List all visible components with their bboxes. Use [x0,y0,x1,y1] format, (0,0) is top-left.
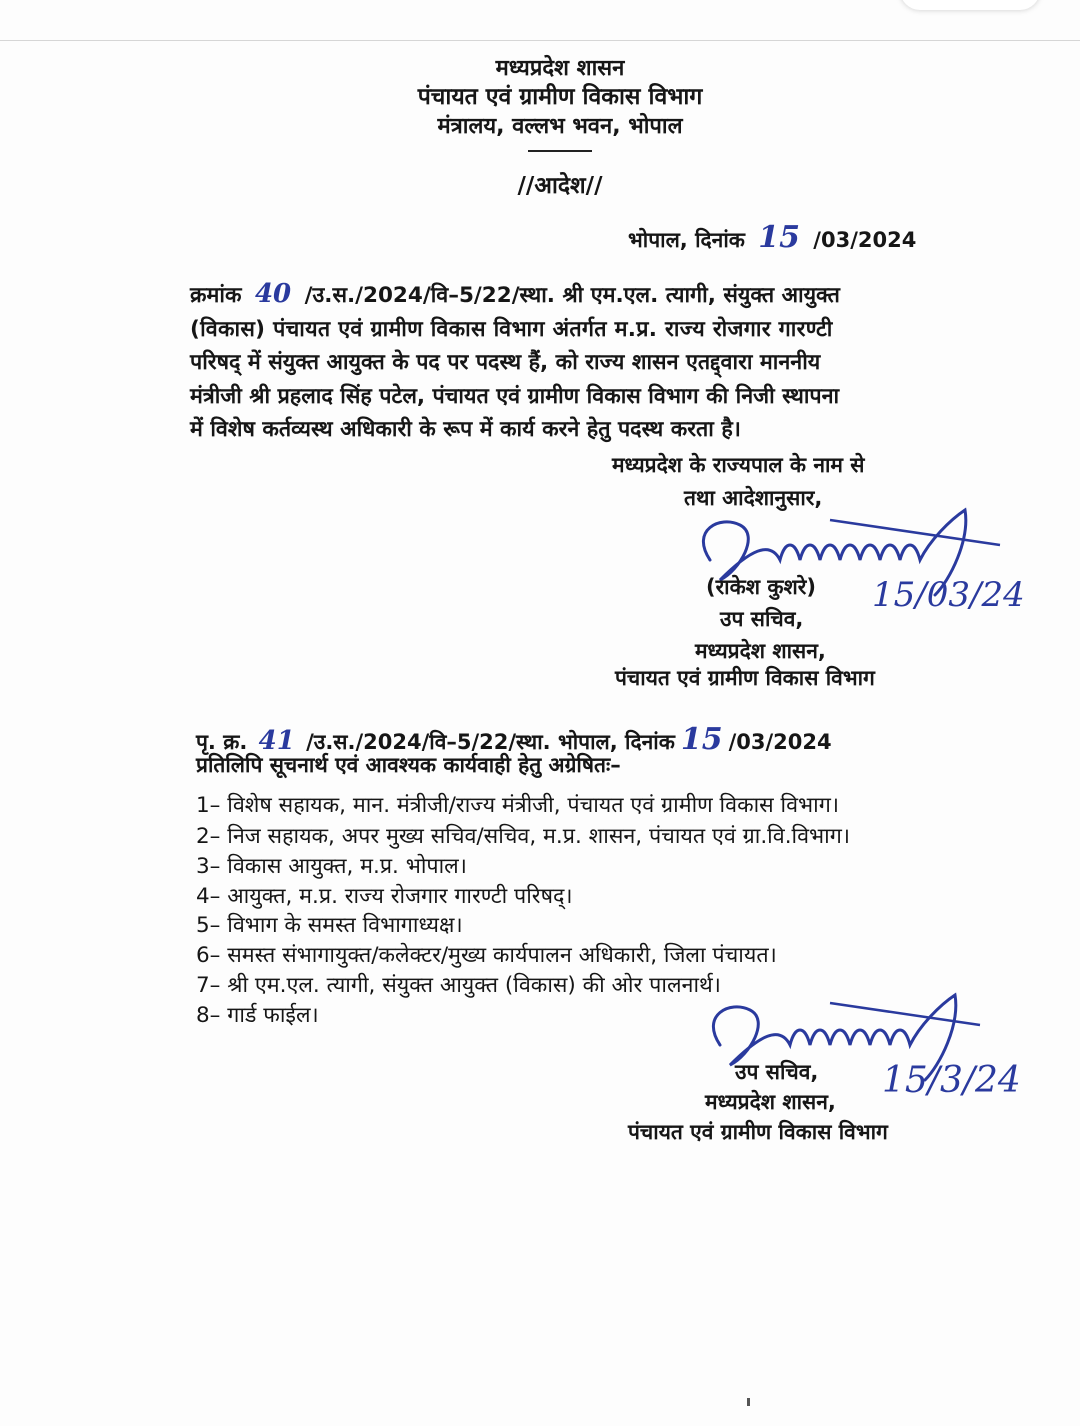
signatory-department: पंचायत एवं ग्रामीण विकास विभाग [615,666,875,690]
order-paragraph [190,278,840,447]
order-line-2: (विकास) पंचायत एवं ग्रामीण विकास विभाग अंतर्गत म.प्र. राज्य रोजगार गारण्टी [190,316,833,342]
date-prefix: भोपाल, दिनांक [628,228,745,252]
order-line-1: क्रमांक 40 /उ.स./2024/वि–5/22/स्था. श्री एम.एल. त्यागी, संयुक्त आयुक्त [190,279,840,309]
list-item: 3– विकास आयुक्त, म.प्र. भोपाल। [196,854,467,879]
signatory-govt: मध्यप्रदेश शासन, [695,639,826,663]
header-address: मंत्रालय, वल्लभ भवन, भोपाल [437,114,683,139]
list-item: 7– श्री एम.एल. त्यागी, संयुक्त आयुक्त (विकास) की ओर पालनार्थ। [196,973,721,998]
list-item: 5– विभाग के समस्त विभागाध्यक्ष। [196,913,463,938]
copy-reference-line: पृ. क्र. 41 /उ.स./2024/वि–5/22/स्था. भोपाल, दिनांक 15 /03/2024 [196,722,832,757]
order-line-3: परिषद् में संयुक्त आयुक्त के पद पर पदस्थ हैं, को राज्य शासन एतद्द्वारा माननीय [190,350,821,375]
order-title: //आदेश// [517,173,603,199]
signatory-designation: उप सचिव, [720,607,804,631]
order-line-4: मंत्रीजी श्री प्रहलाद सिंह पटेल, पंचायत एवं ग्रामीण विकास विभाग की निजी स्थापना [190,383,840,409]
list-item: 2– निज सहायक, अपर मुख्य सचिव/सचिव, म.प्र. शासन, पंचायत एवं ग्रा.वि.विभाग। [196,824,850,849]
signatory-govt-2: मध्यप्रदेश शासन, [705,1090,836,1114]
handwritten-sign-date-2: 15/3/24 [882,1060,1021,1101]
order-line-5: में विशेष कर्तव्यस्थ अधिकारी के रूप में कार्य करने हेतु पदस्थ करता है। [190,417,741,442]
copy-subject: प्रतिलिपि सूचनार्थ एवं आवश्यक कार्यवाही हेतु अग्रेषितः– [196,753,621,777]
handwritten-copy-day: 15 [680,722,723,757]
header-govt: मध्यप्रदेश शासन [495,56,625,81]
list-item: 8– गार्ड फाईल। [196,1003,319,1028]
header-department: पंचायत एवं ग्रामीण विकास विभाग [417,84,703,110]
handwritten-sign-date-1: 15/03/24 [872,575,1025,615]
signatory-department-2: पंचायत एवं ग्रामीण विकास विभाग [628,1120,888,1144]
handwritten-order-number: 40 [254,279,292,309]
order-date [628,220,916,255]
list-item: 4– आयुक्त, म.प्र. राज्य रोजगार गारण्टी परिषद्। [196,884,573,909]
scan-dot [747,1398,750,1406]
scan-edge-line [0,40,1080,41]
list-item: 6– समस्त संभागायुक्त/कलेक्टर/मुख्य कार्यपालन अधिकारी, जिला पंचायत। [196,943,777,968]
signatory-name: (राकेश कुशरे) [706,575,816,599]
handwritten-day: 15 [758,220,800,255]
by-order: तथा आदेशानुसार, [684,486,823,510]
governor-authority: मध्यप्रदेश के राज्यपाल के नाम से [612,453,865,477]
handwritten-copy-number: 41 [258,726,295,756]
list-item: 1– विशेष सहायक, मान. मंत्रीजी/राज्य मंत्रीजी, पंचायत एवं ग्रामीण विकास विभाग। [196,793,839,818]
page-corner-tab [900,0,1040,10]
header-divider [528,150,592,152]
signatory-designation-2: उप सचिव, [735,1060,819,1084]
date-suffix: /03/2024 [813,228,917,252]
